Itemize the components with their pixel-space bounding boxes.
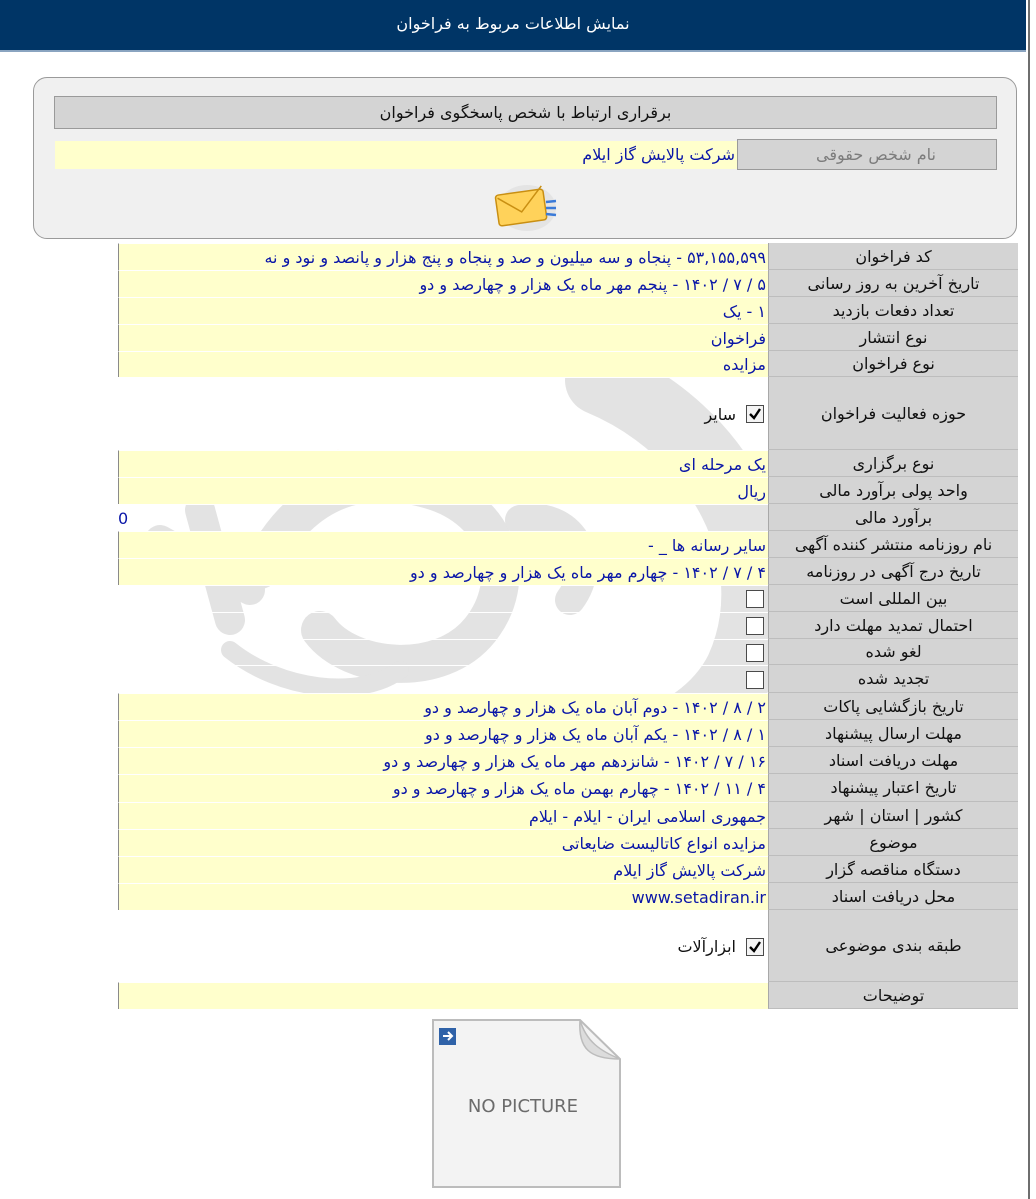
field-row-validity-date	[118, 774, 1018, 802]
category-option: ابزارآلات	[677, 937, 736, 956]
publish-type-value: فراخوان	[118, 324, 768, 351]
opening-date-label: تاریخ بازگشایی پاکات	[768, 693, 1018, 720]
activity-area-label: حوزه فعالیت فراخوان	[768, 377, 1018, 450]
renewed-label: تجدید شده	[768, 665, 1018, 693]
field-row-doc-deadline	[118, 747, 1018, 774]
category-checkbox[interactable]	[746, 938, 764, 956]
description-value	[118, 982, 768, 1009]
validity-date-label: تاریخ اعتبار پیشنهاد	[768, 774, 1018, 802]
field-row-holding-type	[118, 450, 1018, 477]
field-row-opening-date	[118, 693, 1018, 720]
activity-area-checkbox[interactable]	[746, 405, 764, 423]
field-row-category	[118, 910, 1018, 982]
legal-person-value: شرکت پالایش گاز ایلام	[55, 141, 737, 169]
international-label: بین المللی است	[768, 585, 1018, 612]
doc-deadline-value: ۱۶ / ۷ / ۱۴۰۲ - شانزدهم مهر ماه یک هزار و چهارصد و دو	[118, 747, 768, 774]
field-row-code	[118, 243, 1018, 270]
renewed-value	[118, 665, 768, 693]
field-row-extension	[118, 612, 1018, 639]
submit-deadline-label: مهلت ارسال پیشنهاد	[768, 720, 1018, 747]
page-header	[0, 0, 1026, 52]
international-checkbox[interactable]	[746, 590, 764, 608]
field-row-call-type	[118, 351, 1018, 377]
activity-area-option: سایر	[704, 404, 736, 424]
visits-value: ۱ - یک	[118, 297, 768, 324]
currency-label: واحد پولی برآورد مالی	[768, 477, 1018, 504]
international-value	[118, 585, 768, 612]
field-row-organizer	[118, 856, 1018, 883]
visits-label: تعداد دفعات بازدید	[768, 297, 1018, 324]
doc-place-value	[118, 883, 768, 910]
field-row-description	[118, 982, 1018, 1009]
location-label: کشور | استان | شهر	[768, 802, 1018, 829]
code-value: ۵۳,۱۵۵,۵۹۹ - پنجاه و سه میلیون و صد و پنجاه و پنج هزار و پانصد و نود و نه	[118, 243, 768, 270]
call-type-value: مزایده	[118, 351, 768, 377]
cancelled-label: لغو شده	[768, 639, 1018, 665]
extension-value	[118, 612, 768, 639]
subject-value: مزایده انواع کاتالیست ضایعاتی	[118, 829, 768, 856]
field-row-ad-date	[118, 558, 1018, 585]
newspaper-value: سایر رسانه ها _ -	[118, 531, 768, 558]
field-row-submit-deadline	[118, 720, 1018, 747]
field-row-publish-type	[118, 324, 1018, 351]
field-row-location	[118, 802, 1018, 829]
category-label: طبقه بندی موضوعی	[768, 910, 1018, 982]
activity-area-value	[118, 377, 768, 450]
field-row-visits	[118, 297, 1018, 324]
page-title: نمایش اطلاعات مربوط به فراخوان	[396, 14, 630, 33]
field-row-last-update	[118, 270, 1018, 297]
renewed-checkbox[interactable]	[746, 671, 764, 689]
code-label: کد فراخوان	[768, 243, 1018, 270]
validity-date-value: ۴ / ۱۱ / ۱۴۰۲ - چهارم بهمن ماه یک هزار و چهارصد و دو	[118, 774, 768, 802]
extension-label: احتمال تمدید مهلت دارد	[768, 612, 1018, 639]
holding-type-value: یک مرحله ای	[118, 450, 768, 477]
doc-place-label: محل دریافت اسناد	[768, 883, 1018, 910]
field-row-cancelled	[118, 639, 1018, 665]
extension-checkbox[interactable]	[746, 617, 764, 635]
ad-date-value: ۴ / ۷ / ۱۴۰۲ - چهارم مهر ماه یک هزار و چهارصد و دو	[118, 558, 768, 585]
contact-panel-title: برقراری ارتباط با شخص پاسخگوی فراخوان	[54, 96, 997, 129]
doc-deadline-label: مهلت دریافت اسناد	[768, 747, 1018, 774]
legal-person-label: نام شخص حقوقی	[737, 139, 997, 170]
cancelled-value	[118, 639, 768, 665]
last-update-label: تاریخ آخرین به روز رسانی	[768, 270, 1018, 297]
holding-type-label: نوع برگزاری	[768, 450, 1018, 477]
ad-date-label: تاریخ درج آگهی در روزنامه	[768, 558, 1018, 585]
last-update-value: ۵ / ۷ / ۱۴۰۲ - پنجم مهر ماه یک هزار و چهارصد و دو	[118, 270, 768, 297]
field-row-newspaper	[118, 531, 1018, 558]
estimate-label: برآورد مالی	[768, 504, 1018, 531]
contact-panel	[33, 77, 1017, 239]
location-value: جمهوری اسلامی ایران - ایلام - ایلام	[118, 802, 768, 829]
field-row-international	[118, 585, 1018, 612]
cancelled-checkbox[interactable]	[746, 644, 764, 662]
field-row-currency	[118, 477, 1018, 504]
subject-label: موضوع	[768, 829, 1018, 856]
publish-type-label: نوع انتشار	[768, 324, 1018, 351]
call-type-label: نوع فراخوان	[768, 351, 1018, 377]
description-label: توضیحات	[768, 982, 1018, 1009]
organizer-value: شرکت پالایش گاز ایلام	[118, 856, 768, 883]
checkmark-icon	[748, 407, 762, 421]
no-picture-text: NO PICTURE	[467, 1096, 579, 1117]
doc-place-link[interactable]: www.setadiran.ir	[631, 887, 766, 907]
field-row-subject	[118, 829, 1018, 856]
category-value	[118, 910, 768, 982]
window-border	[1028, 0, 1030, 1199]
field-row-estimate	[118, 504, 1018, 531]
submit-deadline-value: ۱ / ۸ / ۱۴۰۲ - یکم آبان ماه یک هزار و چهارصد و دو	[118, 720, 768, 747]
organizer-label: دستگاه مناقصه گزار	[768, 856, 1018, 883]
field-row-doc-place	[118, 883, 1018, 910]
no-picture-placeholder	[430, 1019, 622, 1189]
envelope-icon[interactable]	[494, 182, 560, 232]
checkmark-icon	[748, 940, 762, 954]
field-row-renewed	[118, 665, 1018, 693]
currency-value: ریال	[118, 477, 768, 504]
opening-date-value: ۲ / ۸ / ۱۴۰۲ - دوم آبان ماه یک هزار و چهارصد و دو	[118, 693, 768, 720]
estimate-value: 0	[118, 504, 768, 531]
field-row-activity-area	[118, 377, 1018, 450]
newspaper-label: نام روزنامه منتشر کننده آگهی	[768, 531, 1018, 558]
